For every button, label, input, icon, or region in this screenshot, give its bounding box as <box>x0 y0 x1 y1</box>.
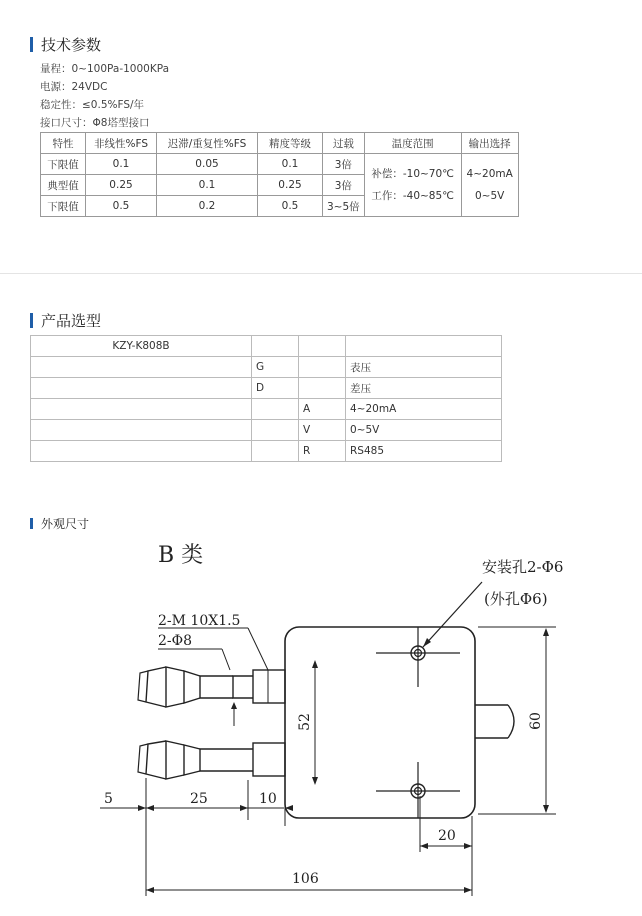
dim-5-label: 5 <box>104 791 113 807</box>
mount-hole-label: 安装孔2-Φ6 <box>482 558 564 576</box>
param-interface: 接口尺寸：Φ8塔型接口 <box>40 117 150 129</box>
mount-hole-leader <box>423 582 482 647</box>
selection-cell: G <box>252 357 299 378</box>
selection-section-title: 产品选型 <box>41 312 102 330</box>
arrow-left-icon <box>146 805 154 811</box>
selection-cell: V <box>299 420 346 441</box>
selection-cell: D <box>252 378 299 399</box>
selection-row <box>31 441 502 462</box>
drawing-class-label: B 类 <box>158 543 204 568</box>
arrow-right-icon <box>464 843 472 849</box>
selection-cell <box>31 399 252 420</box>
tech-section-header <box>30 34 101 55</box>
dim-20-label: 20 <box>438 828 456 844</box>
cable-outline <box>475 705 508 738</box>
dim-52-label: 52 <box>297 713 313 731</box>
tech-section-title: 技术参数 <box>41 36 102 54</box>
selection-cell <box>31 378 252 399</box>
spec-header-row <box>41 133 519 154</box>
arrow-down-icon <box>312 777 318 785</box>
tech-params <box>40 60 169 132</box>
upper-fitting <box>138 667 285 707</box>
selection-table <box>30 335 502 462</box>
dimensions-section-title: 外观尺寸 <box>41 517 90 531</box>
temp-work: 工作：-40~85℃ <box>371 190 454 202</box>
spec-header: 特性 <box>41 133 86 154</box>
outer-hole-label: (外孔Φ6) <box>484 590 548 608</box>
selection-cell <box>252 420 299 441</box>
spec-cell: 下限值 <box>41 154 86 175</box>
spec-cell: 3倍 <box>323 175 365 196</box>
lower-fitting <box>138 741 285 779</box>
spec-cell: 3倍 <box>323 154 365 175</box>
dim-60-label: 60 <box>528 712 544 730</box>
arrow-up-icon <box>312 660 318 668</box>
section-accent-bar <box>30 37 33 52</box>
spec-cell: 3~5倍 <box>323 196 365 217</box>
selection-cell: A <box>299 399 346 420</box>
thread-label: 2-M 10X1.5 <box>158 613 241 629</box>
arrow-right-icon <box>240 805 248 811</box>
param-power: 电源：24VDC <box>40 81 108 93</box>
selection-cell <box>252 336 299 357</box>
spec-header: 输出选择 <box>461 133 518 154</box>
param-stability: 稳定性：≤0.5%FS/年 <box>40 99 145 111</box>
param-range: 量程：0~100Pa-1000KPa <box>40 63 170 75</box>
selection-cell: R <box>299 441 346 462</box>
spec-row <box>41 154 519 175</box>
selection-cell <box>252 441 299 462</box>
selection-cell <box>31 420 252 441</box>
dim-10-label: 10 <box>259 791 277 807</box>
thread-leader <box>248 628 268 670</box>
selection-cell <box>252 399 299 420</box>
selection-cell <box>299 378 346 399</box>
selection-cell: 4~20mA <box>346 399 502 420</box>
section-accent-bar <box>30 518 33 529</box>
spec-table <box>40 132 519 217</box>
selection-cell: RS485 <box>346 441 502 462</box>
section-accent-bar <box>30 313 33 328</box>
arrow-left-icon <box>420 843 428 849</box>
spec-cell: 0.05 <box>157 154 258 175</box>
selection-cell: 0~5V <box>346 420 502 441</box>
dimension-drawing <box>0 530 642 916</box>
diameter-label: 2-Φ8 <box>158 633 193 649</box>
section-divider <box>0 273 642 274</box>
spec-header: 温度范围 <box>364 133 461 154</box>
sensor-body <box>285 627 475 818</box>
spec-header: 精度等级 <box>258 133 323 154</box>
spec-cell: 下限值 <box>41 196 86 217</box>
selection-section-header <box>30 310 101 331</box>
arrow-down-icon <box>543 805 549 813</box>
output-current: 4~20mA <box>466 168 513 180</box>
arrow-right-icon <box>138 805 146 811</box>
arrow-left-icon <box>146 887 154 893</box>
mount-hole-top-icon <box>376 627 460 687</box>
spec-header: 迟滞/重复性%FS <box>157 133 258 154</box>
selection-cell: 表压 <box>346 357 502 378</box>
selection-row <box>31 399 502 420</box>
selection-row <box>31 378 502 399</box>
spec-cell: 0.5 <box>258 196 323 217</box>
selection-cell <box>31 357 252 378</box>
spec-cell: 0.1 <box>157 175 258 196</box>
spec-header: 过载 <box>323 133 365 154</box>
selection-cell <box>31 441 252 462</box>
spec-cell: 典型值 <box>41 175 86 196</box>
temp-comp: 补偿：-10~70℃ <box>371 168 454 180</box>
arrow-right-icon <box>464 887 472 893</box>
spec-cell: 0.2 <box>157 196 258 217</box>
spec-header: 非线性%FS <box>86 133 157 154</box>
arrow-up-icon <box>231 702 237 709</box>
dim-106-label: 106 <box>292 871 319 887</box>
spec-cell: 0.25 <box>86 175 157 196</box>
spec-cell: 0.1 <box>86 154 157 175</box>
selection-cell <box>346 336 502 357</box>
spec-cell: 0.25 <box>258 175 323 196</box>
dim-25-label: 25 <box>190 791 208 807</box>
spec-temp-range <box>364 154 461 217</box>
selection-row <box>31 336 502 357</box>
spec-cell: 0.1 <box>258 154 323 175</box>
selection-cell: KZY-K808B <box>31 336 252 357</box>
selection-row <box>31 357 502 378</box>
spec-output <box>461 154 518 217</box>
cable-break <box>508 705 514 738</box>
diameter-leader <box>222 649 230 670</box>
mount-hole-bottom-icon <box>376 762 460 818</box>
selection-cell <box>299 357 346 378</box>
selection-cell <box>299 336 346 357</box>
selection-row <box>31 420 502 441</box>
arrow-up-icon <box>543 628 549 636</box>
selection-cell: 差压 <box>346 378 502 399</box>
output-voltage: 0~5V <box>475 190 505 202</box>
spec-cell: 0.5 <box>86 196 157 217</box>
